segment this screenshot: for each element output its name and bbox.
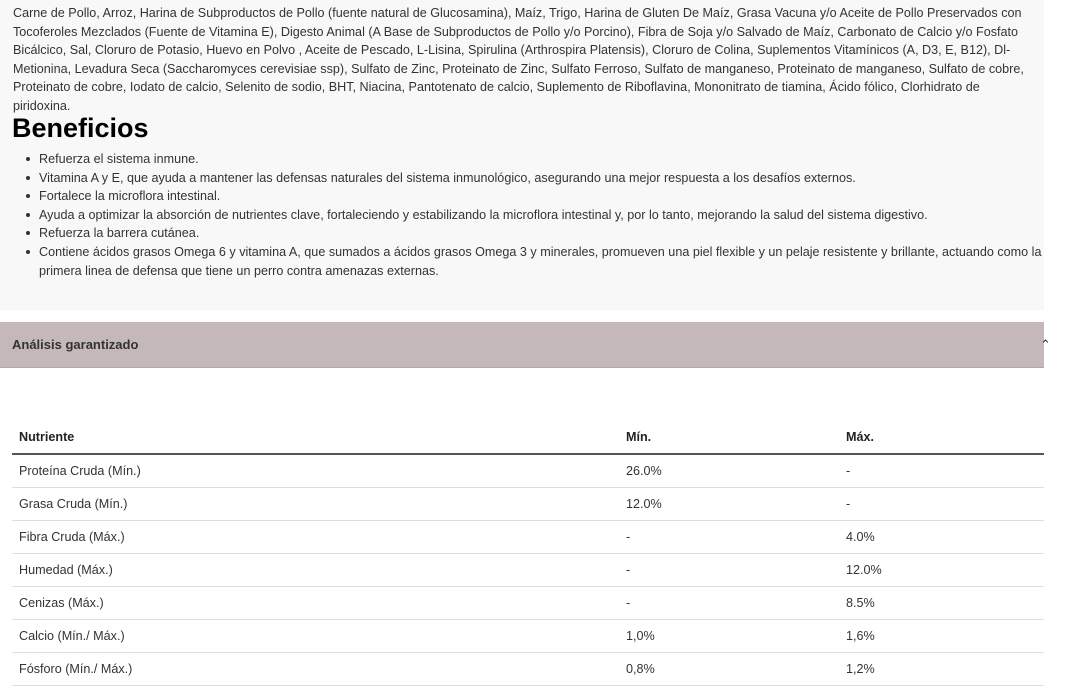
table-row — [12, 454, 1044, 488]
max-cell: 1,2% — [839, 653, 1044, 686]
benefits-heading: Beneficios — [12, 113, 149, 143]
max-cell: - — [839, 488, 1044, 521]
table-row — [12, 554, 1044, 587]
nutrient-cell: Proteína Cruda (Mín.) — [12, 454, 619, 488]
max-cell: 4.0% — [839, 521, 1044, 554]
benefits-list — [0, 150, 1079, 280]
nutrient-cell: Cenizas (Máx.) — [12, 587, 619, 620]
table-row — [12, 653, 1044, 686]
accordion-title: Análisis garantizado — [12, 337, 139, 352]
min-cell: 26.0% — [619, 454, 839, 488]
chevron-icon[interactable]: ⌃ — [1040, 337, 1051, 352]
benefit-item: Vitamina A y E, que ayuda a mantener las defensas naturales del sistema inmunológico, asegurando una mejor respuesta a los desafíos externos. — [39, 169, 1079, 188]
min-cell: 12.0% — [619, 488, 839, 521]
max-cell: 8.5% — [839, 587, 1044, 620]
table-row — [12, 488, 1044, 521]
benefit-item: Refuerza la barrera cutánea. — [39, 224, 1079, 243]
nutrient-cell: Calcio (Mín./ Máx.) — [12, 620, 619, 653]
nutrient-cell: Grasa Cruda (Mín.) — [12, 488, 619, 521]
benefit-item: Fortalece la microflora intestinal. — [39, 187, 1079, 206]
max-cell: 1,6% — [839, 620, 1044, 653]
min-cell: 1,0% — [619, 620, 839, 653]
table-row — [12, 587, 1044, 620]
min-cell: 0,8% — [619, 653, 839, 686]
table-row — [12, 521, 1044, 554]
table-row — [12, 620, 1044, 653]
benefit-item: Ayuda a optimizar la absorción de nutrientes clave, fortaleciendo y estabilizando la microflora intestinal y, por lo tanto, mejorando la salud del sistema digestivo. — [39, 206, 1079, 225]
nutrient-cell: Humedad (Máx.) — [12, 554, 619, 587]
column-header-min: Mín. — [619, 421, 839, 454]
benefit-item: Refuerza el sistema inmune. — [39, 150, 1079, 169]
max-cell: 12.0% — [839, 554, 1044, 587]
min-cell: - — [619, 554, 839, 587]
table-header-row — [12, 421, 1044, 454]
benefit-item: Contiene ácidos grasos Omega 6 y vitamina A, que sumados a ácidos grasos Omega 3 y minerales, promueven una piel flexible y un pelaje resistente y brillante, actuando como la primera linea de defensa que tiene un perro contra amenazas externas. — [39, 243, 1079, 280]
min-cell: - — [619, 587, 839, 620]
ingredients-text: Carne de Pollo, Arroz, Harina de Subproductos de Pollo (fuente natural de Glucosamina), Maíz, Trigo, Harina de Gluten De Maíz, Grasa Vacuna y/o Aceite de Pollo Preservados con Tocoferoles Mezclados (Fuente de Vitamina E), Digesto Animal (A Base de Subproductos de Pollo y/o Porcino), Fibra de Soja y/o Salvado de Maíz, Carbonato de Calcio y/o Fosfato Bicálcico, Sal, Cloruro de Potasio, Huevo en Polvo , Aceite de Pescado, L-Lisina, Spirulina (Arthrospira Platensis), Cloruro de Colina, Suplementos Vitamínicos (A, D3, E, B12), Dl-Metionina, Levadura Seca (Saccharomyces cerevisiae ssp), Sulfato de Zinc, Proteinato de Zinc, Sulfato Ferroso, Sulfato de manganeso, Proteinato de manganeso, Sulfato de cobre, Proteinato de cobre, Iodato de calcio, Selenito de sodio, BHT, Niacina, Pantotenato de calcio, Suplemento de Riboflavina, Mononitrato de tiamina, Ácido fólico, Clorhidrato de piridoxina. — [13, 6, 1024, 113]
column-header-nutrient: Nutriente — [12, 421, 619, 454]
analysis-table — [12, 421, 1044, 686]
nutrient-cell: Fósforo (Mín./ Máx.) — [12, 653, 619, 686]
analysis-accordion-header[interactable] — [0, 322, 1051, 368]
column-header-max: Máx. — [839, 421, 1044, 454]
description-panel — [0, 0, 1044, 310]
nutrient-cell: Fibra Cruda (Máx.) — [12, 521, 619, 554]
max-cell: - — [839, 454, 1044, 488]
min-cell: - — [619, 521, 839, 554]
